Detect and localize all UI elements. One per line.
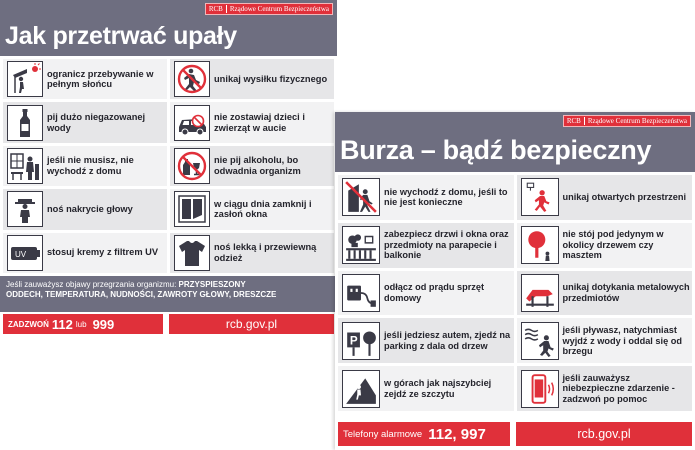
tip-text: w ciągu dnia zamknij i zasłoń okna — [214, 198, 312, 220]
heat-title: Jak przetrwać upały — [5, 22, 237, 50]
rcb-code: RCB — [209, 5, 227, 13]
avoid-open-space-icon — [521, 178, 559, 216]
tip-item — [338, 223, 514, 268]
tip-item — [338, 318, 514, 363]
storm-tips-grid — [338, 175, 692, 411]
tip-item — [3, 59, 167, 99]
alarm-label: Telefony alarmowe — [343, 428, 423, 440]
heat-tips-grid — [3, 59, 334, 273]
tip-text: unikaj otwartych przestrzeni — [562, 192, 687, 203]
tip-text: pij dużo niegazowanej wody — [47, 111, 146, 133]
storm-poster — [335, 112, 695, 450]
sunscreen-icon — [7, 235, 43, 271]
heat-footer — [0, 314, 337, 334]
uv-label: UV — [15, 249, 27, 259]
mountain-descent-icon — [342, 370, 380, 408]
tip-text: unikaj dotykania metalowych przedmiotów — [562, 282, 690, 303]
tip-text: noś nakrycie głowy — [47, 204, 133, 215]
stay-indoors-icon — [342, 178, 380, 216]
storm-title: Burza – bądź bezpieczny — [340, 135, 652, 165]
rcb-logo-badge — [563, 115, 691, 127]
tip-item — [170, 146, 334, 186]
symptoms-second: ODDECH, TEMPERATURA, NUDNOŚCI, ZAWROTY GŁOWY, DRESZCZE — [6, 290, 277, 300]
storm-footer — [335, 422, 695, 446]
tip-item — [3, 189, 167, 229]
tip-text: jeśli zauważysz niebezpieczne zdarzenie - zadzwoń po pomoc — [562, 372, 675, 404]
close-window-icon — [174, 191, 210, 227]
tip-text: unikaj wysiłku fizycznego — [214, 73, 328, 84]
tip-text: nie zostawiaj dzieci i zwierząt w aucie — [214, 111, 305, 133]
phone-alert-icon — [521, 370, 559, 408]
no-child-in-car-icon — [174, 105, 210, 141]
tip-text: noś lekką i przewiewną odzież — [214, 242, 317, 263]
tip-item — [517, 175, 693, 220]
secure-balcony-icon — [342, 226, 380, 264]
unplug-devices-icon — [342, 274, 380, 312]
tip-text: jeśli pływasz, natychmiast wyjdź z wody i oddal się od brzegu — [562, 324, 682, 357]
no-alcohol-icon — [174, 148, 210, 184]
stay-home-icon — [7, 148, 43, 184]
call-or: lub — [75, 319, 87, 329]
tip-item — [3, 233, 167, 273]
tree-lightning-icon — [521, 226, 559, 264]
wear-hat-icon — [7, 191, 43, 227]
tip-item — [338, 271, 514, 316]
water-bottle-icon — [7, 105, 43, 141]
tip-text: jeśli nie musisz, nie wychodź z domu — [47, 155, 134, 176]
tip-text: jeśli jedziesz autem, zjedź na parking z dala od drzew — [384, 330, 511, 351]
light-clothing-icon — [174, 235, 210, 271]
parking-letter: P — [349, 334, 358, 348]
rcb-code: RCB — [567, 117, 585, 125]
tip-item — [3, 146, 167, 186]
emergency-number-112: 112 — [51, 316, 73, 332]
tip-item — [170, 102, 334, 142]
emergency-call-box — [3, 314, 163, 334]
tip-item — [517, 223, 693, 268]
tip-text: odłącz od prądu sprzęt domowy — [384, 282, 485, 303]
no-exertion-icon — [174, 61, 210, 97]
tip-text: nie pij alkoholu, bo odwadnia organizm — [214, 155, 301, 176]
tip-text: nie stój pod jedynym w okolicy drzewem czy masztem — [562, 229, 664, 261]
website-link[interactable]: rcb.gov.pl — [516, 422, 692, 446]
heat-header — [0, 0, 337, 56]
symptoms-line-1 — [6, 280, 331, 290]
tip-item — [3, 102, 167, 142]
emergency-number-999: 999 — [92, 316, 115, 332]
tip-item — [338, 366, 514, 411]
symptoms-bar — [0, 276, 337, 312]
tip-text: stosuj kremy z filtrem UV — [47, 247, 159, 258]
tip-text: nie wychodź z domu, jeśli to nie jest konieczne — [384, 186, 508, 208]
tip-item — [517, 271, 693, 316]
tip-item — [517, 366, 693, 411]
symptoms-lead: Jeśli zauważysz objawy przegrzania organizmu: — [6, 280, 177, 289]
swimmer-icon — [521, 322, 559, 360]
parking-icon — [342, 322, 380, 360]
heat-poster — [0, 0, 337, 336]
tip-item — [517, 318, 693, 363]
symptoms-first: PRZYSPIESZONY — [178, 280, 246, 289]
website-link[interactable]: rcb.gov.pl — [169, 314, 334, 334]
rcb-org-name: Rządowe Centrum Bezpieczeństwa — [587, 117, 687, 125]
tip-item — [338, 175, 514, 220]
rcb-org-name: Rządowe Centrum Bezpieczeństwa — [229, 5, 329, 13]
alarm-phones-box — [338, 422, 510, 446]
sun-shade-icon — [7, 61, 43, 97]
tip-text: ogranicz przebywanie w pełnym słońcu — [47, 68, 154, 90]
tip-item — [170, 59, 334, 99]
avoid-metal-icon — [521, 274, 559, 312]
storm-header — [335, 112, 695, 172]
call-label: ZADZWOŃ — [8, 319, 49, 329]
tip-text: zabezpiecz drzwi i okna oraz przedmioty na parapecie i balkonie — [384, 229, 509, 261]
tip-item — [170, 189, 334, 229]
alarm-numbers: 112, 997 — [428, 425, 486, 443]
tip-item — [170, 233, 334, 273]
tip-text: w górach jak najszybciej zejdź ze szczytu — [384, 378, 492, 399]
rcb-logo-badge — [205, 3, 333, 15]
